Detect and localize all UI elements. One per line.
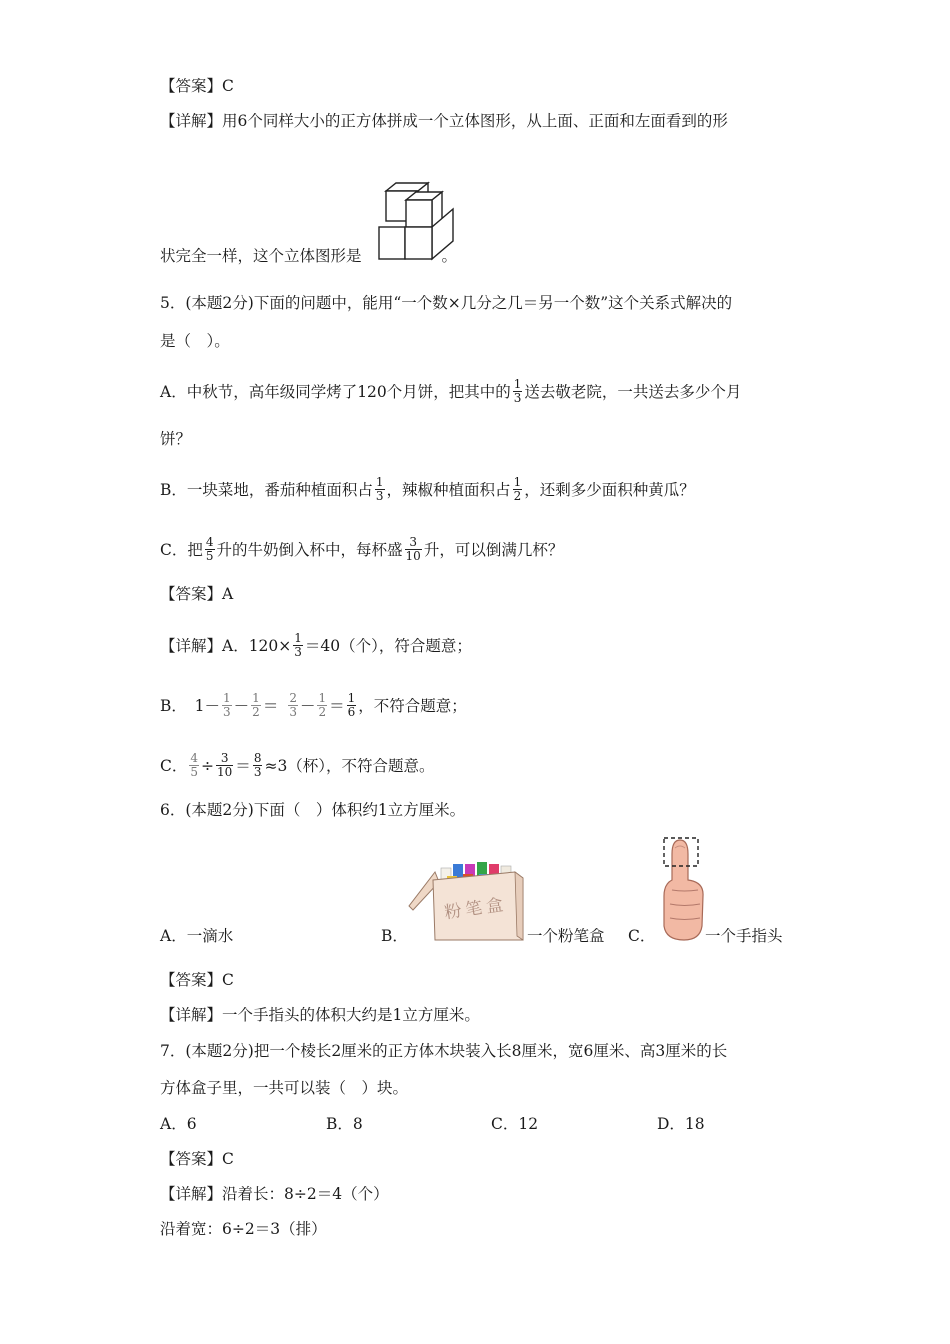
q5-option-c xyxy=(160,536,563,563)
fraction-numerator: 1 xyxy=(294,631,302,645)
fraction-denominator: 5 xyxy=(190,765,199,779)
q5-option-c-fraction-2 xyxy=(405,536,422,563)
q5-detail-b-fraction-2 xyxy=(251,692,261,719)
fraction-denominator: 10 xyxy=(405,549,421,563)
q5-option-a-line2: 饼？ xyxy=(160,430,192,448)
fraction-numerator: 1 xyxy=(513,377,522,391)
q4-detail-line2-end: 。 xyxy=(441,247,458,265)
q5-option-b xyxy=(160,476,695,503)
q7-option-d: D．18 xyxy=(657,1115,705,1133)
q5-detail-c-divide: ÷ xyxy=(201,756,215,775)
fraction-denominator: 2 xyxy=(252,705,260,719)
q5-detail-b-text: B． 1－ xyxy=(160,696,221,715)
fraction-numerator: 8 xyxy=(253,751,262,765)
fraction-denominator: 5 xyxy=(205,549,214,563)
q5-option-a xyxy=(160,378,741,405)
q5-detail-c-equals: ＝ xyxy=(235,756,251,775)
q5-option-c-fraction-1 xyxy=(205,536,215,563)
q4-answer: 【答案】C xyxy=(160,77,234,95)
thumb-finger-image xyxy=(658,834,706,942)
fraction-numerator: 1 xyxy=(375,475,384,489)
q5-detail-a-text-2: ＝40（个），符合题意； xyxy=(304,636,472,655)
q5-detail-c-text: C． xyxy=(160,756,188,775)
fraction-denominator: 10 xyxy=(217,765,233,779)
fraction-numerator: 3 xyxy=(409,535,417,549)
q4-detail-line1: 【详解】用6个同样大小的正方体拼成一个立体图形，从上面、正面和左面看到的形 xyxy=(160,112,728,130)
q5-option-c-text: C．把 xyxy=(160,540,203,559)
q5-detail-b-fraction-1 xyxy=(222,692,232,719)
q5-detail-b xyxy=(160,692,467,719)
fraction-numerator: 1 xyxy=(223,691,231,705)
q5-option-b-fraction-2 xyxy=(513,476,523,503)
q6-stem: 6．(本题2分)下面（ ）体积约1立方厘米。 xyxy=(160,801,466,819)
q5-detail-b-minus: － xyxy=(233,696,250,715)
q7-detail-line1: 【详解】沿着长：8÷2＝4（个） xyxy=(160,1185,389,1203)
q7-detail-line2: 沿着宽：6÷2＝3（排） xyxy=(160,1220,327,1238)
q7-answer: 【答案】C xyxy=(160,1150,234,1168)
q5-option-a-fraction xyxy=(513,378,523,405)
q4-detail-line2-text: 状完全一样，这个立体图形是 xyxy=(160,247,362,265)
fraction-denominator: 3 xyxy=(513,391,522,405)
q7-option-b: B．8 xyxy=(326,1115,363,1133)
q5-option-a-text-end: 送去敬老院，一共送去多少个月 xyxy=(524,382,742,401)
q6-option-b-text: 一个粉笔盒 xyxy=(527,927,605,945)
q5-detail-b-fraction-4 xyxy=(317,692,327,719)
q7-stem-line1: 7．(本题2分)把一个棱长2厘米的正方体木块装入长8厘米，宽6厘米、高3厘米的长 xyxy=(160,1042,728,1060)
fraction-numerator: 2 xyxy=(289,691,297,705)
q5-detail-c-text-end: ≈3（杯），不符合题意。 xyxy=(264,756,435,775)
q6-answer: 【答案】C xyxy=(160,971,234,989)
chalk-box-label: 粉笔盒 xyxy=(443,894,509,924)
fraction-denominator: 6 xyxy=(347,705,356,719)
q5-detail-b-minus-2: － xyxy=(299,696,316,715)
q5-option-c-text-2: 升的牛奶倒入杯中，每杯盛 xyxy=(216,540,403,559)
q5-detail-c-fraction-3 xyxy=(253,752,263,779)
q5-detail-b-fraction-5 xyxy=(347,692,357,719)
q7-stem-line2: 方体盒子里，一共可以装（ ）块。 xyxy=(160,1079,409,1097)
fraction-denominator: 3 xyxy=(223,705,231,719)
fraction-denominator: 3 xyxy=(253,765,262,779)
fraction-numerator: 1 xyxy=(252,691,260,705)
q5-option-b-fraction-1 xyxy=(375,476,385,503)
q4-detail-line2 xyxy=(160,246,457,266)
q5-detail-b-fraction-3 xyxy=(288,692,298,719)
fraction-numerator: 4 xyxy=(190,751,199,765)
q5-detail-b-text-end: ，不符合题意； xyxy=(358,696,467,715)
fraction-denominator: 3 xyxy=(375,489,384,503)
fraction-numerator: 3 xyxy=(220,751,229,765)
q5-detail-b-equals: ＝ xyxy=(262,696,279,715)
fraction-numerator: 1 xyxy=(318,691,327,705)
q6-detail: 【详解】一个手指头的体积大约是1立方厘米。 xyxy=(160,1006,480,1024)
q6-option-c-text: 一个手指头 xyxy=(705,927,783,945)
q5-detail-c-fraction-1 xyxy=(189,752,199,779)
q5-option-b-text-2: ，辣椒种植面积占 xyxy=(386,480,511,499)
q5-detail-a xyxy=(160,632,472,659)
fraction-denominator: 2 xyxy=(318,705,327,719)
q5-option-c-text-3: 升，可以倒满几杯？ xyxy=(423,540,564,559)
fraction-denominator: 2 xyxy=(513,489,522,503)
q6-option-c-label: C． xyxy=(628,927,656,945)
q5-detail-c-fraction-2 xyxy=(216,752,233,779)
q5-detail-b-equals-2: ＝ xyxy=(329,696,345,715)
fraction-numerator: 4 xyxy=(205,535,214,549)
q5-answer: 【答案】A xyxy=(160,585,234,603)
fraction-numerator: 1 xyxy=(513,475,522,489)
q5-detail-a-fraction xyxy=(293,632,303,659)
q7-option-a: A．6 xyxy=(160,1115,197,1133)
q5-stem-line1: 5．(本题2分)下面的问题中，能用“一个数×几分之几＝另一个数”这个关系式解决的 xyxy=(160,294,733,312)
q5-detail-c xyxy=(160,752,435,779)
q5-option-a-text: A．中秋节，高年级同学烤了120个月饼，把其中的 xyxy=(160,382,511,401)
q5-detail-a-text: 【详解】A．120× xyxy=(160,636,292,655)
fraction-denominator: 3 xyxy=(289,705,297,719)
fraction-denominator: 3 xyxy=(294,645,302,659)
q5-stem-line2: 是（ ）。 xyxy=(160,332,230,350)
q6-option-a: A．一滴水 xyxy=(160,927,234,945)
q6-option-b-label: B． xyxy=(381,927,408,945)
q5-option-b-text: B．一块菜地，番茄种植面积占 xyxy=(160,480,373,499)
q7-option-c: C．12 xyxy=(491,1115,539,1133)
q5-option-b-text-3: ，还剩多少面积种黄瓜？ xyxy=(524,480,695,499)
fraction-numerator: 1 xyxy=(347,691,356,705)
